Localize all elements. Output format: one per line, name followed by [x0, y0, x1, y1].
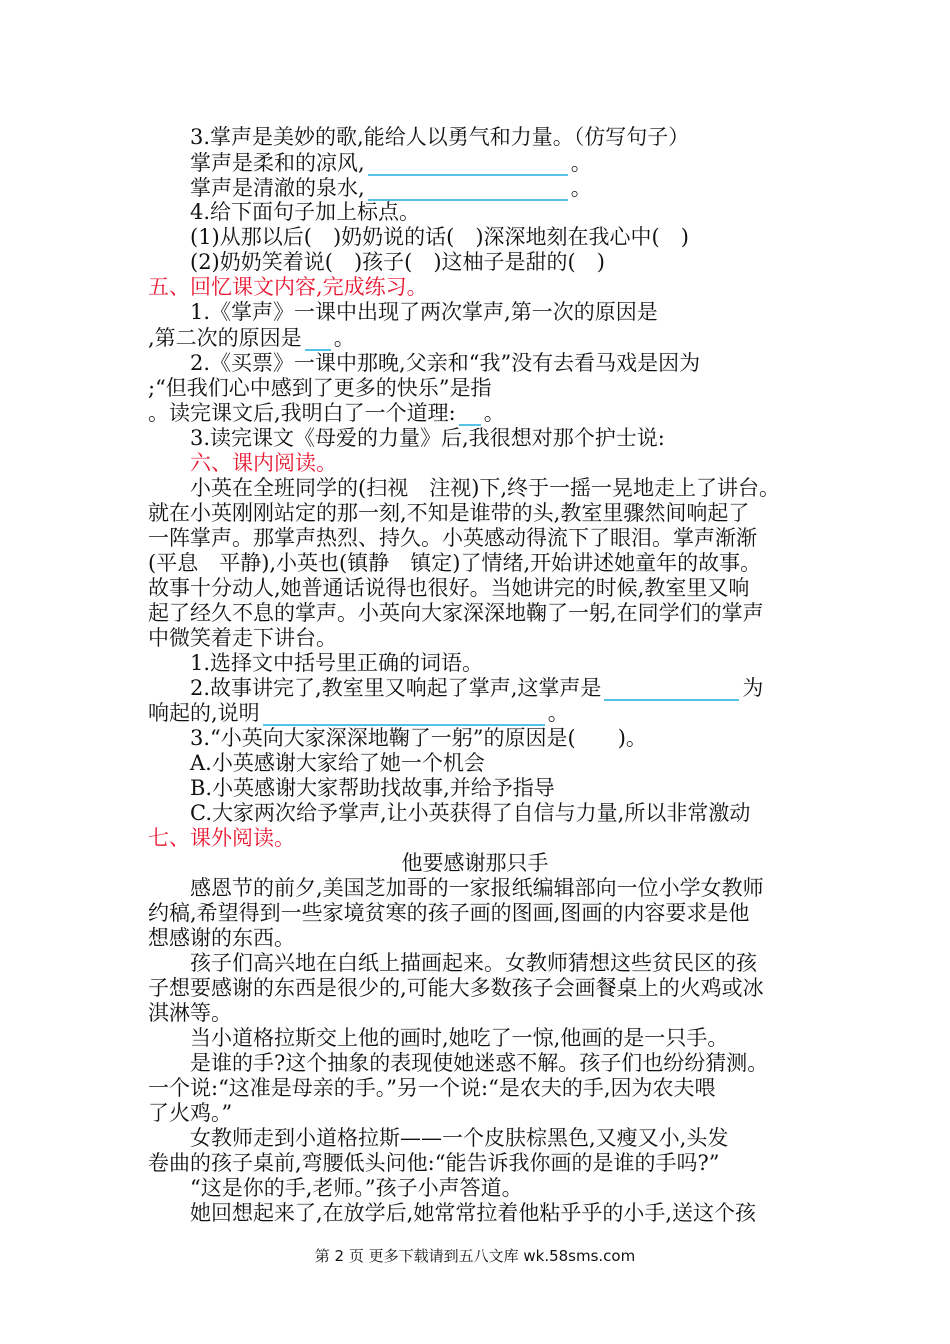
sec6-passage-line6: 起了经久不息的掌声。小英向大家深深地鞠了一躬,在同学们的掌声	[148, 601, 764, 625]
sec6-q3-option-c: C.大家两次给予掌声,让小英获得了自信与力量,所以非常激动	[190, 801, 751, 825]
q3-line1	[190, 151, 592, 176]
story-p3: 当小道格拉斯交上他的画时,她吃了一惊,他画的是一只手。	[190, 1026, 729, 1050]
sec5-q1-line2	[148, 326, 355, 351]
story-p2-line1: 孩子们高兴地在白纸上描画起来。女教师猜想这些贫民区的孩	[190, 951, 757, 975]
q3-line1-period: 。	[570, 151, 592, 175]
story-p5-line2: 卷曲的孩子桌前,弯腰低头问他:“能告诉我你画的是谁的手吗?”	[148, 1151, 720, 1175]
q3-line1-text: 掌声是柔和的凉风,	[190, 151, 365, 175]
sec6-q3-option-a: A.小英感谢大家给了她一个机会	[190, 751, 485, 775]
story-p4-line2: 一个说:“这准是母亲的手。”另一个说:“是农夫的手,因为农夫喂	[148, 1076, 716, 1100]
story-p1-line3: 想感谢的东西。	[148, 926, 295, 950]
sec6-passage-line5: 故事十分动人,她普通话说得也很好。当她讲完的时候,教室里又响	[148, 576, 750, 600]
sec6-q2-line2	[148, 701, 569, 726]
sec5-q1-line2-text: ,第二次的原因是	[148, 326, 302, 350]
sec6-q2-line1-suffix: 为	[742, 676, 764, 700]
sec6-q2-answer-blank-1[interactable]	[604, 679, 739, 701]
q4-sentence-2: (2)奶奶笑着说( )孩子( )这柚子是甜的( )	[190, 250, 605, 274]
story-p1-line2: 约稿,希望得到一些家境贫寒的孩子画的图画,图画的内容要求是他	[148, 901, 750, 925]
sec5-q2-period: 。	[483, 401, 505, 425]
sec6-passage-line7: 中微笑着走下讲台。	[148, 626, 337, 650]
sec5-q2-answer-blank[interactable]	[459, 404, 481, 426]
sec6-q3: 3.“小英向大家深深地鞠了一躬”的原因是( )。	[190, 726, 647, 750]
sec6-passage-line4: (平息 平静),小英也(镇静 镇定)了情绪,开始讲述她童年的故事。	[148, 551, 762, 575]
story-p6: “这是你的手,老师。”孩子小声答道。	[190, 1176, 523, 1200]
q4-title: 4.给下面句子加上标点。	[190, 200, 421, 224]
story-p2-line2: 子想要感谢的东西是很少的,可能大多数孩子会画餐桌上的火鸡或冰	[148, 976, 764, 1000]
q4-sentence-1: (1)从那以后( )奶奶说的话( )深深地刻在我心中( )	[190, 225, 689, 249]
story-p1-line1: 感恩节的前夕,美国芝加哥的一家报纸编辑部向一位小学女教师	[190, 876, 764, 900]
q3-line1-answer-blank[interactable]	[368, 154, 568, 176]
sec6-q3-option-b: B.小英感谢大家帮助找故事,并给予指导	[190, 776, 555, 800]
sec6-passage-line1: 小英在全班同学的(扫视 注视)下,终于一摇一晃地走上了讲台。	[190, 476, 781, 500]
sec6-q1: 1.选择文中括号里正确的词语。	[190, 651, 484, 675]
story-p7: 她回想起来了,在放学后,她常常拉着他粘乎乎的小手,送这个孩	[190, 1201, 757, 1225]
sec5-q2-line2: ;“但我们心中感到了更多的快乐”是指	[148, 376, 492, 400]
section-7-title: 七、课外阅读。	[148, 826, 295, 850]
story-title: 他要感谢那只手	[401, 851, 549, 875]
sec6-passage-line2: 就在小英刚刚站定的那一刻,不知是谁带的头,教室里骤然间响起了	[148, 501, 750, 525]
q3-line2-answer-blank[interactable]	[368, 179, 568, 201]
sec6-q2-line1	[190, 676, 763, 701]
page-footer: 第 2 页 更多下载请到五八文库 wk.58sms.com	[314, 1247, 636, 1265]
story-p5-line1: 女教师走到小道格拉斯——一个皮肤棕黑色,又瘦又小,头发	[190, 1126, 729, 1150]
sec5-q2-line3	[148, 401, 505, 426]
story-p2-line3: 淇淋等。	[148, 1001, 232, 1025]
sec6-passage-line3: 一阵掌声。那掌声热烈、持久。小英感动得流下了眼泪。掌声渐渐	[148, 526, 757, 550]
sec5-q1-period: 。	[333, 326, 355, 350]
q3-title: 3.掌声是美妙的歌,能给人以勇气和力量。（仿写句子）	[190, 125, 690, 149]
q3-line2	[190, 176, 592, 201]
sec5-q3: 3.读完课文《母爱的力量》后,我很想对那个护士说:	[190, 426, 665, 450]
sec5-q2-line3-text: 。读完课文后,我明白了一个道理:	[148, 401, 456, 425]
sec5-q1-answer-blank[interactable]	[305, 329, 331, 351]
sec6-q2-answer-blank-2[interactable]	[263, 704, 545, 726]
sec6-q2-line2-text: 响起的,说明	[148, 701, 260, 725]
section-6-title: 六、课内阅读。	[190, 451, 337, 475]
sec5-q1-line1: 1.《掌声》一课中出现了两次掌声,第一次的原因是	[190, 300, 658, 324]
q3-line2-period: 。	[570, 176, 592, 200]
sec6-q2-period: 。	[547, 701, 569, 725]
section-5-title: 五、回忆课文内容,完成练习。	[148, 275, 428, 299]
q3-line2-text: 掌声是清澈的泉水,	[190, 176, 365, 200]
sec6-q2-line1-text: 2.故事讲完了,教室里又响起了掌声,这掌声是	[190, 676, 602, 700]
sec5-q2-line1: 2.《买票》一课中那晚,父亲和“我”没有去看马戏是因为	[190, 351, 701, 375]
story-p4-line1: 是谁的手?这个抽象的表现使她迷惑不解。孩子们也纷纷猜测。	[190, 1051, 769, 1075]
story-p4-line3: 了火鸡。”	[148, 1101, 233, 1125]
